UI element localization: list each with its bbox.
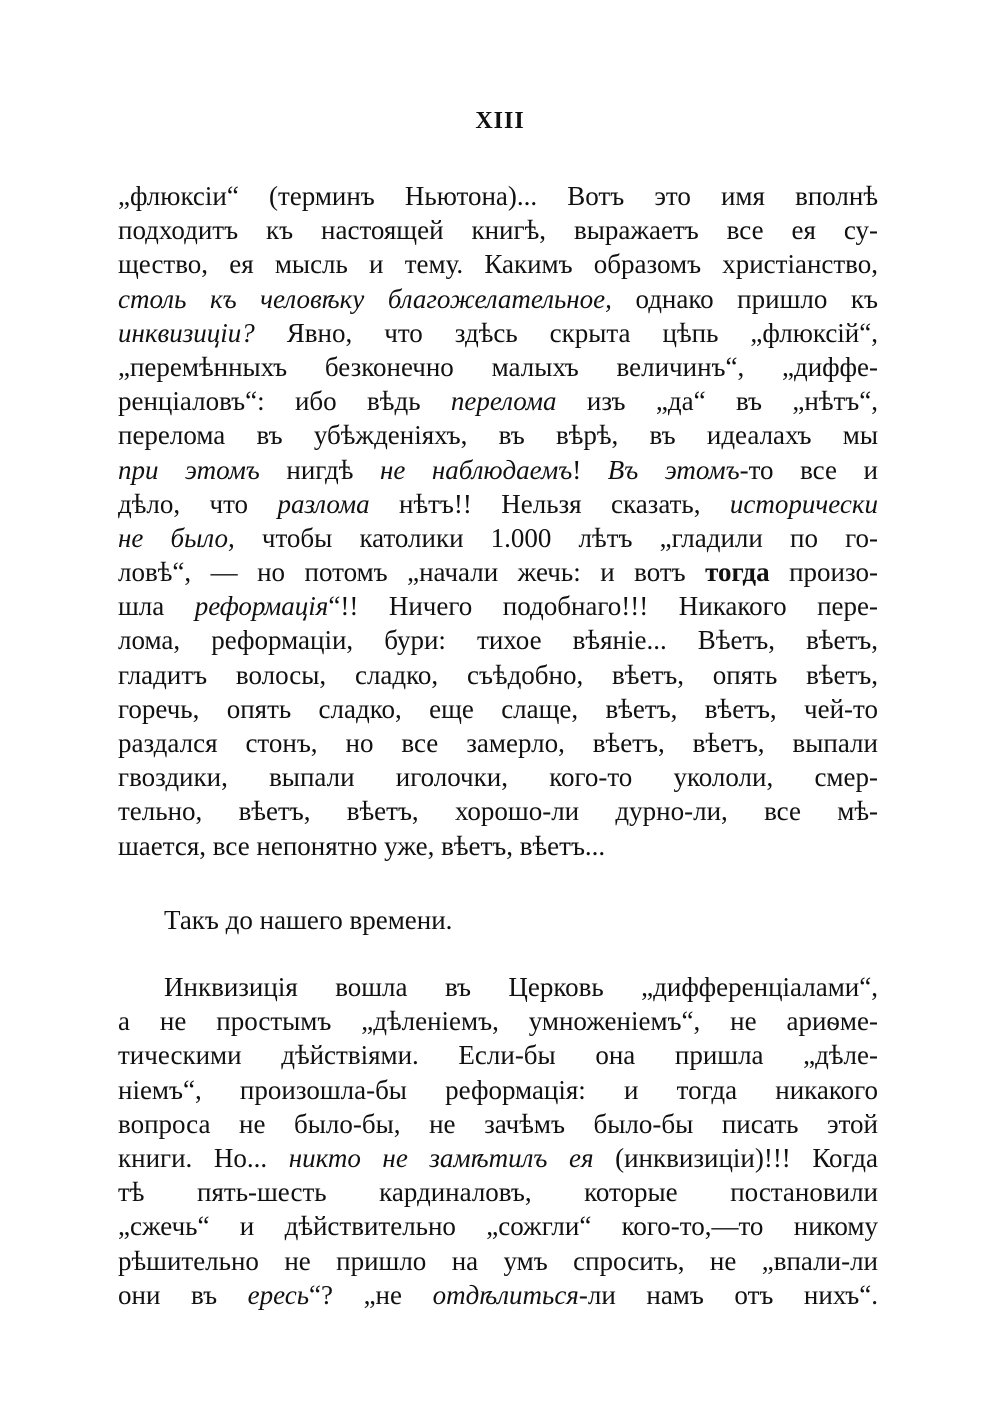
text-line <box>118 487 878 521</box>
text-line <box>118 350 878 384</box>
text-line <box>118 589 878 623</box>
text-span: „сжечь“ и дѣйствительно „сожгли“ кого-то,—то никому <box>118 1211 878 1242</box>
text-span: „перемѣнныхъ безконечно малыхъ величинъ“, „диффе- <box>118 351 878 382</box>
text-span: (инквизиціи)!!! Когда <box>593 1142 878 1173</box>
text-span: ренціаловъ“: ибо вѣдь <box>118 386 451 417</box>
text-span: тельно, вѣетъ, вѣетъ, хорошо-ли дурно-ли, все мѣ- <box>118 796 878 827</box>
text-span: однако пришло къ <box>611 283 878 314</box>
text-span: дѣло, что <box>118 488 278 519</box>
text-line <box>118 1073 878 1107</box>
text-line <box>118 384 878 418</box>
text-span: ловѣ“, — но потомъ „начали жечь: и вотъ <box>118 557 706 588</box>
text-line <box>118 453 878 487</box>
text-span: изъ „да“ въ „нѣтъ“, <box>556 386 878 417</box>
text-span: „флюксіи“ (терминъ Ньютона)... Вотъ это имя вполнѣ <box>118 181 878 211</box>
italic-span: столь къ человѣку благожелательное, <box>118 283 612 314</box>
text-line <box>118 760 878 794</box>
text-line <box>118 1004 878 1038</box>
text-span: “!! Ничего подобнаго!!! Никакого пере- <box>328 591 879 622</box>
paragraph-1 <box>118 179 878 863</box>
text-line <box>118 418 878 452</box>
italic-span: ересь <box>247 1279 310 1310</box>
italic-span: инквизиціи? <box>118 317 255 348</box>
text-span: раздался стонъ, но все замерло, вѣетъ, вѣетъ, выпали <box>118 728 878 758</box>
text-line <box>118 247 878 281</box>
text-line <box>118 179 878 213</box>
text-line <box>118 1244 878 1278</box>
italic-span: реформація <box>194 591 329 622</box>
text-line <box>118 692 878 726</box>
text-span: Явно, что здѣсь скрыта цѣпь „флюксій“, <box>254 317 878 348</box>
text-span: они въ <box>118 1279 248 1310</box>
text-line <box>118 1175 878 1209</box>
text-span: произо- <box>769 557 878 588</box>
text-line <box>118 829 878 863</box>
italic-span: Въ этомъ <box>607 454 740 485</box>
text-span: тическими дѣйствіями. Если-бы она пришла „дѣле- <box>118 1040 878 1071</box>
text-span: -ли намъ отъ нихъ“. <box>578 1279 878 1310</box>
text-line <box>118 1107 878 1141</box>
text-span: а не простымъ „дѣленіемъ, умноженіемъ“, не ариѳме- <box>118 1006 878 1037</box>
text-span: Такъ до нашего времени. <box>164 905 453 935</box>
text-span: щество, ея мысль и тему. Какимъ образомъ христіанство, <box>118 249 878 280</box>
text-span: “? „не <box>309 1279 433 1310</box>
text-line <box>118 794 878 828</box>
text-span: горечь, опять сладко, еще слаще, вѣетъ, вѣетъ, чей-то <box>118 693 878 724</box>
italic-span: при этомъ <box>118 454 260 485</box>
text-span: перелома въ убѣжденіяхъ, въ вѣрѣ, въ идеалахъ мы <box>118 420 878 451</box>
bold-span: тогда <box>705 557 770 588</box>
paragraph-3 <box>118 970 878 1312</box>
text-span: вопроса не было-бы, не зачѣмъ было-бы писать этой <box>118 1108 878 1139</box>
text-line <box>118 555 878 589</box>
text-span: Инквизиція вошла въ Церковь „дифференціалами“, <box>164 972 878 1002</box>
text-line <box>118 658 878 692</box>
text-span: ніемъ“, произошла-бы реформація: и тогда никакого <box>118 1074 878 1105</box>
italic-span: разлома <box>277 488 370 519</box>
text-span: подходитъ къ настоящей книгѣ, выражаетъ все ея су- <box>118 215 878 246</box>
text-span: чтобы католики 1.000 лѣтъ „гладили по го- <box>234 522 878 553</box>
text-line <box>118 316 878 350</box>
text-span: нѣтъ!! Нельзя сказать, <box>369 488 730 519</box>
italic-span: перелома <box>450 386 557 417</box>
italic-span: не наблюдаемъ <box>379 454 573 485</box>
text-line <box>118 726 878 760</box>
text-span: гвоздики, выпали иголочки, кого-то укололи, смер- <box>118 762 878 793</box>
text-span: рѣшительно не пришло на умъ спросить, не „впали-ли <box>118 1245 878 1276</box>
text-span: шается, все непонятно уже, вѣетъ, вѣетъ... <box>118 830 606 861</box>
italic-span: исторически <box>729 488 878 519</box>
text-span: книги. Но... <box>118 1142 289 1173</box>
text-span: тѣ пять-шесть кардиналовъ, которые постановили <box>118 1177 878 1208</box>
text-span: нигдѣ <box>259 454 380 485</box>
text-span: ! <box>572 454 608 485</box>
text-span: шла <box>118 591 195 622</box>
text-span: лома, реформаціи, бури: тихое вѣяніе... Вѣетъ, вѣетъ, <box>118 625 878 656</box>
text-line <box>118 970 878 1004</box>
text-line <box>118 623 878 657</box>
italic-span: не было, <box>118 522 235 553</box>
text-line <box>118 1209 878 1243</box>
page-number: XIII <box>475 108 525 134</box>
text-line <box>118 521 878 555</box>
paragraph-2 <box>118 903 878 937</box>
text-span: -то все и <box>739 454 878 485</box>
text-line <box>118 903 878 937</box>
text-line <box>118 213 878 247</box>
text-span: гладитъ волосы, сладко, съѣдобно, вѣетъ, опять вѣетъ, <box>118 659 878 690</box>
text-line <box>118 282 878 316</box>
italic-span: никто не замѣтилъ ея <box>288 1142 594 1173</box>
text-line <box>118 1141 878 1175</box>
text-line <box>118 1278 878 1312</box>
italic-span: отдѣлиться <box>432 1279 579 1310</box>
text-line <box>118 1038 878 1072</box>
